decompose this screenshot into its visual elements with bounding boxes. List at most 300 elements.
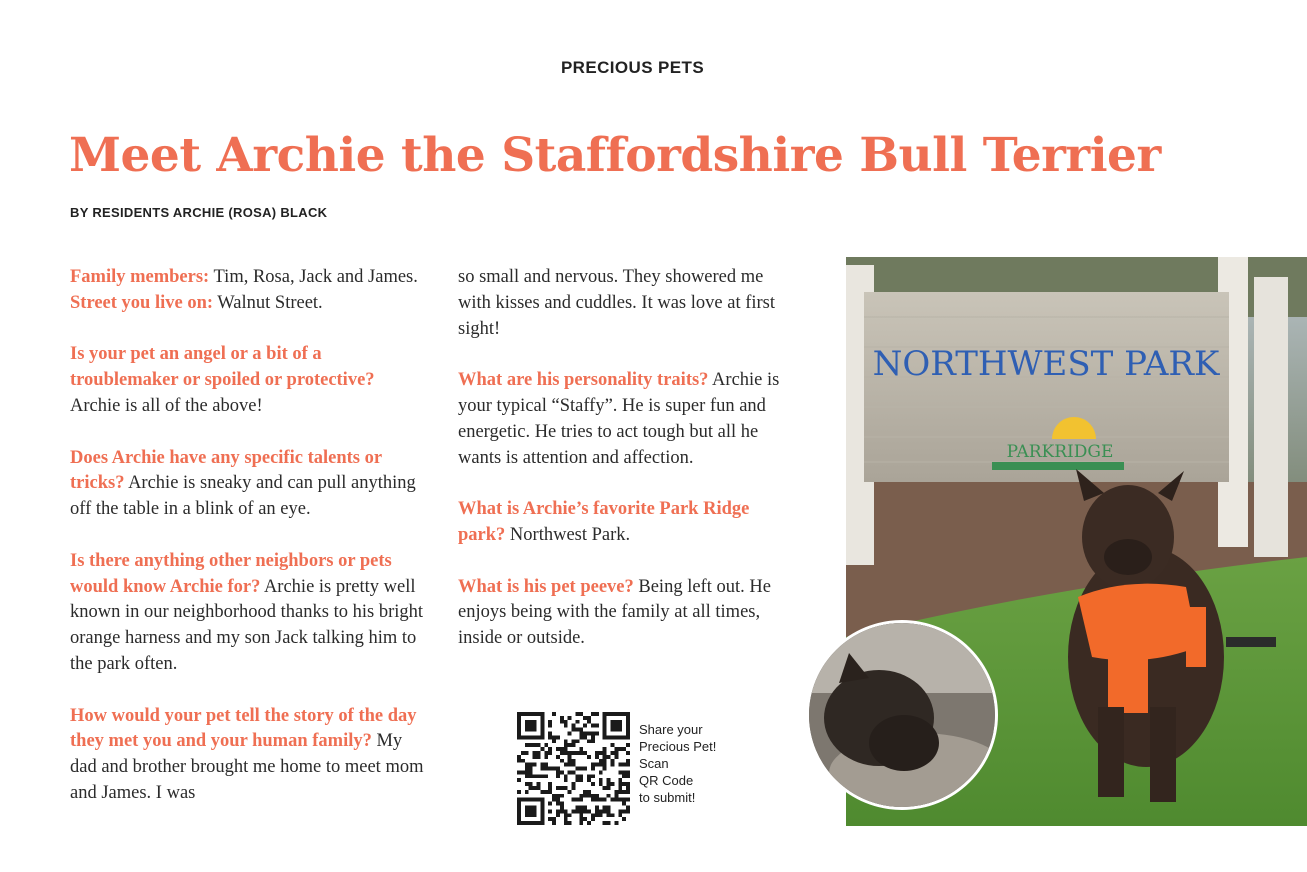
qr-module xyxy=(626,763,630,767)
qr-module xyxy=(583,731,587,735)
qr-module xyxy=(568,821,572,825)
answer: Archie is sneaky and can pull anything off the table in a blink of an eye. xyxy=(70,473,416,520)
qr-module xyxy=(622,770,626,774)
qr-module xyxy=(626,809,630,813)
qr-module xyxy=(575,739,579,743)
qr-module xyxy=(622,763,626,767)
qr-module xyxy=(591,724,595,728)
qr-module xyxy=(544,763,548,767)
qr-module xyxy=(564,724,568,728)
qr-module xyxy=(603,755,607,759)
qr-module xyxy=(552,735,556,739)
qr-module xyxy=(583,716,587,720)
qr-module xyxy=(560,786,564,790)
qr-module xyxy=(568,755,572,759)
qr-module xyxy=(536,774,540,778)
qr-module xyxy=(548,720,552,724)
qr-module xyxy=(603,786,607,790)
qr-module xyxy=(599,770,603,774)
qr-module xyxy=(529,782,533,786)
qr-module xyxy=(548,751,552,755)
qr-module xyxy=(579,821,583,825)
qr-module xyxy=(572,763,576,767)
qr-module xyxy=(579,751,583,755)
qr-module xyxy=(536,755,540,759)
qr-module xyxy=(560,806,564,810)
qr-module xyxy=(556,786,560,790)
qr-module xyxy=(552,712,556,716)
qr-caption-line: Precious Pet! xyxy=(639,739,717,754)
qr-module xyxy=(587,720,591,724)
qr-module xyxy=(603,806,607,810)
qr-module xyxy=(517,755,521,759)
qr-module xyxy=(572,743,576,747)
qr-module xyxy=(618,813,622,817)
qr-module xyxy=(556,813,560,817)
qr-module xyxy=(552,794,556,798)
qr-module xyxy=(560,802,564,806)
qr-module xyxy=(611,763,615,767)
qr-module xyxy=(599,778,603,782)
qr-module xyxy=(525,774,529,778)
qr-module xyxy=(622,802,626,806)
paragraph xyxy=(70,265,425,317)
qr-module xyxy=(517,770,521,774)
qr-module xyxy=(552,767,556,771)
qr-module xyxy=(618,798,622,802)
qr-module xyxy=(568,759,572,763)
qr-module xyxy=(607,786,611,790)
logo-text: PARKRIDGE xyxy=(1006,442,1114,462)
qr-module xyxy=(556,798,560,802)
article-column-2 xyxy=(458,265,798,678)
qr-module xyxy=(525,782,529,786)
qr-module xyxy=(591,782,595,786)
qr-module xyxy=(564,817,568,821)
answer: so small and nervous. They showered me with kisses and cuddles. It was love at first sight! xyxy=(458,267,776,339)
qr-module xyxy=(560,747,564,751)
qr-module xyxy=(579,817,583,821)
qr-module xyxy=(533,755,537,759)
qr-module xyxy=(595,731,599,735)
qr-module xyxy=(622,817,626,821)
qr-module xyxy=(614,755,618,759)
qr-module xyxy=(607,809,611,813)
paragraph xyxy=(458,575,798,652)
qr-module xyxy=(533,751,537,755)
qr-module xyxy=(611,798,615,802)
qr-module xyxy=(575,809,579,813)
qr-module xyxy=(536,786,540,790)
qr-module xyxy=(564,821,568,825)
qr-module xyxy=(521,770,525,774)
qr-module xyxy=(525,751,529,755)
qr-module xyxy=(607,755,611,759)
byline: BY RESIDENTS ARCHIE (ROSA) BLACK xyxy=(70,205,328,220)
qr-module xyxy=(614,751,618,755)
qr-caption-line: Share your xyxy=(639,722,703,737)
qr-module xyxy=(564,751,568,755)
qr-module xyxy=(517,790,521,794)
qr-module xyxy=(564,739,568,743)
qr-module xyxy=(572,759,576,763)
qr-module xyxy=(533,763,537,767)
qr-module xyxy=(579,813,583,817)
qr-module xyxy=(575,767,579,771)
qr-module xyxy=(579,809,583,813)
qr-module xyxy=(583,809,587,813)
qr-module xyxy=(603,767,607,771)
paragraph xyxy=(70,342,425,419)
qr-module xyxy=(548,731,552,735)
sign-text: NORTHWEST PARK xyxy=(872,344,1220,384)
qr-module xyxy=(544,751,548,755)
qr-module xyxy=(587,731,591,735)
qr-module xyxy=(556,767,560,771)
qr-module xyxy=(595,813,599,817)
paragraph xyxy=(70,446,425,523)
qr-module xyxy=(548,817,552,821)
qr-module xyxy=(583,751,587,755)
paragraph xyxy=(70,704,425,807)
qr-module xyxy=(544,767,548,771)
qr-module xyxy=(575,720,579,724)
qr-module xyxy=(575,774,579,778)
qr-module xyxy=(529,743,533,747)
qr-module xyxy=(603,763,607,767)
qr-module xyxy=(607,782,611,786)
qr-module xyxy=(564,813,568,817)
article-title: Meet Archie the Staffordshire Bull Terrier xyxy=(69,128,1161,183)
qr-module xyxy=(599,782,603,786)
qr-module xyxy=(614,821,618,825)
answer: Tim, Rosa, Jack and James. xyxy=(209,267,418,287)
qr-module xyxy=(618,770,622,774)
question: How would your pet tell the story of the day they met you and your human family? xyxy=(70,705,417,752)
qr-module xyxy=(579,778,583,782)
qr-module xyxy=(595,712,599,716)
answer: Being left out. He enjoys being with the family at all times, inside or outside. xyxy=(458,576,771,649)
qr-module xyxy=(575,728,579,732)
qr-module xyxy=(540,790,544,794)
qr-module xyxy=(556,794,560,798)
qr-module xyxy=(595,798,599,802)
qr-module xyxy=(626,751,630,755)
qr-module xyxy=(587,716,591,720)
qr-module xyxy=(564,774,568,778)
qr-module xyxy=(560,770,564,774)
qr-module xyxy=(517,778,521,782)
qr-module xyxy=(603,821,607,825)
qr-module xyxy=(556,802,560,806)
qr-module xyxy=(548,802,552,806)
qr-module xyxy=(560,720,564,724)
question: Does Archie have any specific talents or tricks? xyxy=(70,447,382,494)
qr-module xyxy=(611,751,615,755)
qr-module xyxy=(572,798,576,802)
qr-module xyxy=(607,794,611,798)
qr-module xyxy=(568,716,572,720)
qr-module xyxy=(591,731,595,735)
qr-module xyxy=(525,767,529,771)
qr-module xyxy=(618,747,622,751)
qr-module xyxy=(591,763,595,767)
qr-module xyxy=(556,774,560,778)
qr-module xyxy=(591,735,595,739)
qr-module xyxy=(564,720,568,724)
qr-module xyxy=(529,770,533,774)
qr-module xyxy=(568,813,572,817)
qr-module xyxy=(564,763,568,767)
qr-module xyxy=(536,751,540,755)
section-label: PRECIOUS PETS xyxy=(560,58,705,77)
qr-module xyxy=(599,809,603,813)
qr-module xyxy=(533,774,537,778)
qr-module xyxy=(587,821,591,825)
qr-module xyxy=(618,790,622,794)
qr-module xyxy=(591,739,595,743)
qr-module xyxy=(544,755,548,759)
qr-module xyxy=(560,759,564,763)
qr-module xyxy=(568,770,572,774)
qr-module xyxy=(583,790,587,794)
qr-module xyxy=(591,774,595,778)
qr-module xyxy=(618,778,622,782)
qr-module xyxy=(572,751,576,755)
qr-module xyxy=(575,798,579,802)
qr-module xyxy=(548,767,552,771)
qr-module xyxy=(607,778,611,782)
qr-module xyxy=(529,763,533,767)
qr-module xyxy=(540,763,544,767)
qr-module xyxy=(579,794,583,798)
qr-module xyxy=(572,739,576,743)
qr-module xyxy=(587,739,591,743)
qr-module xyxy=(607,813,611,817)
qr-module xyxy=(595,809,599,813)
answer: Archie is all of the above! xyxy=(70,395,263,416)
qr-module xyxy=(536,782,540,786)
qr-module xyxy=(622,774,626,778)
qr-module xyxy=(618,809,622,813)
qr-module xyxy=(618,782,622,786)
answer: My dad and brother brought me home to meet mom and James. I was xyxy=(70,731,424,803)
qr-module xyxy=(587,809,591,813)
qr-module xyxy=(548,735,552,739)
qr-module xyxy=(583,806,587,810)
qr-module xyxy=(579,767,583,771)
qr-module xyxy=(591,712,595,716)
qr-module xyxy=(536,743,540,747)
qr-module xyxy=(591,767,595,771)
qr-module xyxy=(529,786,533,790)
qr-module xyxy=(579,774,583,778)
qr-module xyxy=(572,728,576,732)
qr-module xyxy=(552,739,556,743)
qr-module xyxy=(626,798,630,802)
qr-module xyxy=(552,817,556,821)
qr-module xyxy=(568,751,572,755)
qr-module xyxy=(572,770,576,774)
qr-module xyxy=(556,755,560,759)
qr-module xyxy=(560,751,564,755)
dog-inset-photo xyxy=(806,620,998,810)
qr-module xyxy=(525,790,529,794)
qr-module xyxy=(575,751,579,755)
qr-module xyxy=(525,806,537,818)
qr-module xyxy=(603,747,607,751)
qr-module xyxy=(533,786,537,790)
qr-module xyxy=(595,806,599,810)
qr-caption-line: QR Code xyxy=(639,773,694,788)
qr-module xyxy=(521,751,525,755)
qr-module xyxy=(587,774,591,778)
answer: Walnut Street. xyxy=(213,292,323,313)
qr-module xyxy=(583,735,587,739)
qr-module xyxy=(626,770,630,774)
qr-module xyxy=(529,774,533,778)
qr-module xyxy=(603,751,607,755)
qr-module xyxy=(552,798,556,802)
qr-module xyxy=(591,798,595,802)
question: What are his personality traits? xyxy=(458,370,709,391)
qr-module xyxy=(599,813,603,817)
qr-module xyxy=(548,809,552,813)
qr-module xyxy=(611,720,623,732)
qr-module xyxy=(548,782,552,786)
qr-module xyxy=(599,759,603,763)
qr-code[interactable] xyxy=(517,712,630,825)
qr-module xyxy=(591,813,595,817)
qr-module xyxy=(607,806,611,810)
qr-module xyxy=(611,813,615,817)
question: What is his pet peeve? xyxy=(458,576,634,597)
qr-module xyxy=(560,809,564,813)
qr-module xyxy=(614,798,618,802)
question: Street you live on: xyxy=(70,292,214,313)
qr-module xyxy=(572,786,576,790)
qr-module xyxy=(525,770,529,774)
qr-module xyxy=(595,755,599,759)
qr-module xyxy=(595,794,599,798)
qr-module xyxy=(572,724,576,728)
answer: Archie is pretty well known in our neighborhood thanks to his bright orange harness and my son Jack talking him to the park often. xyxy=(70,576,424,674)
question: Is your pet an angel or a bit of a troublemaker or spoiled or protective? xyxy=(70,344,375,391)
qr-module xyxy=(540,774,544,778)
qr-module xyxy=(611,782,615,786)
qr-module xyxy=(622,747,626,751)
qr-caption-line: to submit! xyxy=(639,790,696,805)
qr-module xyxy=(525,763,529,767)
qr-module xyxy=(575,778,579,782)
qr-module xyxy=(564,786,568,790)
qr-module xyxy=(579,735,583,739)
qr-module xyxy=(568,731,572,735)
qr-module xyxy=(575,712,579,716)
qr-module xyxy=(579,806,583,810)
qr-module xyxy=(540,767,544,771)
qr-module xyxy=(599,763,603,767)
paragraph xyxy=(458,368,798,471)
qr-module xyxy=(564,809,568,813)
qr-module xyxy=(626,790,630,794)
qr-module xyxy=(548,790,552,794)
qr-module xyxy=(560,794,564,798)
qr-module xyxy=(587,794,591,798)
qr-module xyxy=(626,782,630,786)
qr-module xyxy=(544,743,548,747)
qr-module xyxy=(521,759,525,763)
qr-module xyxy=(548,724,552,728)
qr-module xyxy=(626,743,630,747)
qr-caption-line: Scan xyxy=(639,756,669,771)
qr-module xyxy=(583,794,587,798)
qr-module xyxy=(626,774,630,778)
qr-module xyxy=(603,759,607,763)
qr-caption xyxy=(639,721,749,806)
qr-module xyxy=(529,767,533,771)
article-column-1 xyxy=(70,265,425,833)
qr-module xyxy=(517,759,521,763)
qr-module xyxy=(614,747,618,751)
qr-module xyxy=(618,786,622,790)
qr-module xyxy=(626,806,630,810)
qr-module xyxy=(595,763,599,767)
qr-module xyxy=(560,716,564,720)
paragraph xyxy=(458,265,798,342)
qr-module xyxy=(568,790,572,794)
qr-module xyxy=(622,790,626,794)
qr-module xyxy=(568,743,572,747)
qr-module xyxy=(525,720,537,732)
qr-module xyxy=(572,809,576,813)
qr-module xyxy=(564,743,568,747)
qr-module xyxy=(603,809,607,813)
qr-module xyxy=(575,806,579,810)
qr-module xyxy=(556,735,560,739)
qr-module xyxy=(591,817,595,821)
qr-module xyxy=(599,751,603,755)
qr-module xyxy=(599,798,603,802)
question: Family members: xyxy=(70,267,210,287)
answer: Northwest Park. xyxy=(505,524,631,545)
qr-module xyxy=(556,770,560,774)
qr-module xyxy=(614,794,618,798)
qr-module xyxy=(579,798,583,802)
qr-module xyxy=(552,821,556,825)
paragraph xyxy=(458,497,798,549)
qr-module xyxy=(583,817,587,821)
qr-module xyxy=(583,724,587,728)
qr-module xyxy=(595,724,599,728)
qr-module xyxy=(626,759,630,763)
qr-module xyxy=(533,743,537,747)
qr-module xyxy=(525,743,529,747)
qr-module xyxy=(556,747,560,751)
qr-module xyxy=(548,747,552,751)
qr-module xyxy=(614,790,618,794)
qr-module xyxy=(587,778,591,782)
qr-module xyxy=(611,759,615,763)
qr-module xyxy=(579,731,583,735)
qr-module xyxy=(587,755,591,759)
qr-module xyxy=(618,763,622,767)
paragraph xyxy=(70,549,425,678)
qr-module xyxy=(544,774,548,778)
qr-module xyxy=(548,786,552,790)
qr-module xyxy=(572,782,576,786)
qr-module xyxy=(595,751,599,755)
